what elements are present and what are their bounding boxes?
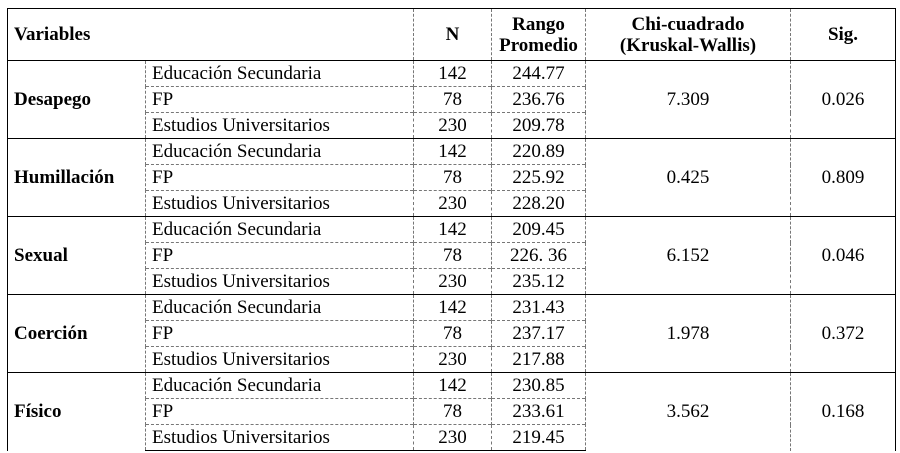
education-level: Educación Secundaria xyxy=(146,61,414,87)
header-sig: Sig. xyxy=(791,9,896,61)
n-value: 78 xyxy=(414,321,492,347)
education-level: FP xyxy=(146,321,414,347)
education-level: Estudios Universitarios xyxy=(146,191,414,217)
header-rango-line1: Rango xyxy=(512,13,565,35)
header-rango-promedio xyxy=(492,9,586,61)
education-level: Educación Secundaria xyxy=(146,373,414,399)
variable-label: Coerción xyxy=(8,295,146,373)
education-level: FP xyxy=(146,399,414,425)
header-chi-line2: (Kruskal-Wallis) xyxy=(619,34,757,56)
education-level: Estudios Universitarios xyxy=(146,425,414,451)
rango-promedio-value: 209.78 xyxy=(492,113,586,139)
n-value: 78 xyxy=(414,87,492,113)
education-level: Estudios Universitarios xyxy=(146,113,414,139)
sig-value: 0.372 xyxy=(791,295,896,373)
header-row xyxy=(8,9,896,61)
rango-promedio-value: 225.92 xyxy=(492,165,586,191)
n-value: 78 xyxy=(414,399,492,425)
sig-value: 0.168 xyxy=(791,373,896,451)
table-row xyxy=(8,217,896,243)
chi-cuadrado-value: 6.152 xyxy=(586,217,791,295)
table-row xyxy=(8,295,896,321)
rango-promedio-value: 235.12 xyxy=(492,269,586,295)
header-rango-line2: Promedio xyxy=(499,34,578,56)
n-value: 142 xyxy=(414,61,492,87)
header-chi-line1: Chi-cuadrado xyxy=(631,13,745,35)
education-level: Estudios Universitarios xyxy=(146,269,414,295)
table-body xyxy=(8,61,896,451)
table-row xyxy=(8,61,896,87)
chi-cuadrado-value: 7.309 xyxy=(586,61,791,139)
kruskal-wallis-table xyxy=(7,8,896,451)
rango-promedio-value: 231.43 xyxy=(492,295,586,321)
n-value: 142 xyxy=(414,139,492,165)
sig-value: 0.026 xyxy=(791,61,896,139)
rango-promedio-value: 219.45 xyxy=(492,425,586,451)
table-header xyxy=(8,9,896,61)
sig-value: 0.046 xyxy=(791,217,896,295)
variable-label: Sexual xyxy=(8,217,146,295)
variable-label: Físico xyxy=(8,373,146,451)
education-level: FP xyxy=(146,165,414,191)
education-level: Educación Secundaria xyxy=(146,139,414,165)
rango-promedio-value: 209.45 xyxy=(492,217,586,243)
chi-cuadrado-value: 0.425 xyxy=(586,139,791,217)
table-row xyxy=(8,373,896,399)
header-chi-cuadrado xyxy=(586,9,791,61)
rango-promedio-value: 244.77 xyxy=(492,61,586,87)
n-value: 78 xyxy=(414,165,492,191)
n-value: 142 xyxy=(414,373,492,399)
n-value: 230 xyxy=(414,191,492,217)
rango-promedio-value: 237.17 xyxy=(492,321,586,347)
rango-promedio-value: 228.20 xyxy=(492,191,586,217)
rango-promedio-value: 233.61 xyxy=(492,399,586,425)
education-level: Educación Secundaria xyxy=(146,295,414,321)
n-value: 142 xyxy=(414,295,492,321)
header-variables: Variables xyxy=(8,9,414,61)
education-level: Educación Secundaria xyxy=(146,217,414,243)
rango-promedio-value: 236.76 xyxy=(492,87,586,113)
education-level: FP xyxy=(146,87,414,113)
n-value: 78 xyxy=(414,243,492,269)
education-level: Estudios Universitarios xyxy=(146,347,414,373)
rango-promedio-value: 217.88 xyxy=(492,347,586,373)
n-value: 230 xyxy=(414,269,492,295)
table-row xyxy=(8,139,896,165)
sig-value: 0.809 xyxy=(791,139,896,217)
n-value: 230 xyxy=(414,347,492,373)
header-n: N xyxy=(414,9,492,61)
chi-cuadrado-value: 3.562 xyxy=(586,373,791,451)
n-value: 230 xyxy=(414,113,492,139)
variable-label: Humillación xyxy=(8,139,146,217)
n-value: 142 xyxy=(414,217,492,243)
rango-promedio-value: 220.89 xyxy=(492,139,586,165)
education-level: FP xyxy=(146,243,414,269)
kruskal-wallis-table-container xyxy=(7,8,896,451)
n-value: 230 xyxy=(414,425,492,451)
rango-promedio-value: 230.85 xyxy=(492,373,586,399)
rango-promedio-value: 226. 36 xyxy=(492,243,586,269)
chi-cuadrado-value: 1.978 xyxy=(586,295,791,373)
variable-label: Desapego xyxy=(8,61,146,139)
